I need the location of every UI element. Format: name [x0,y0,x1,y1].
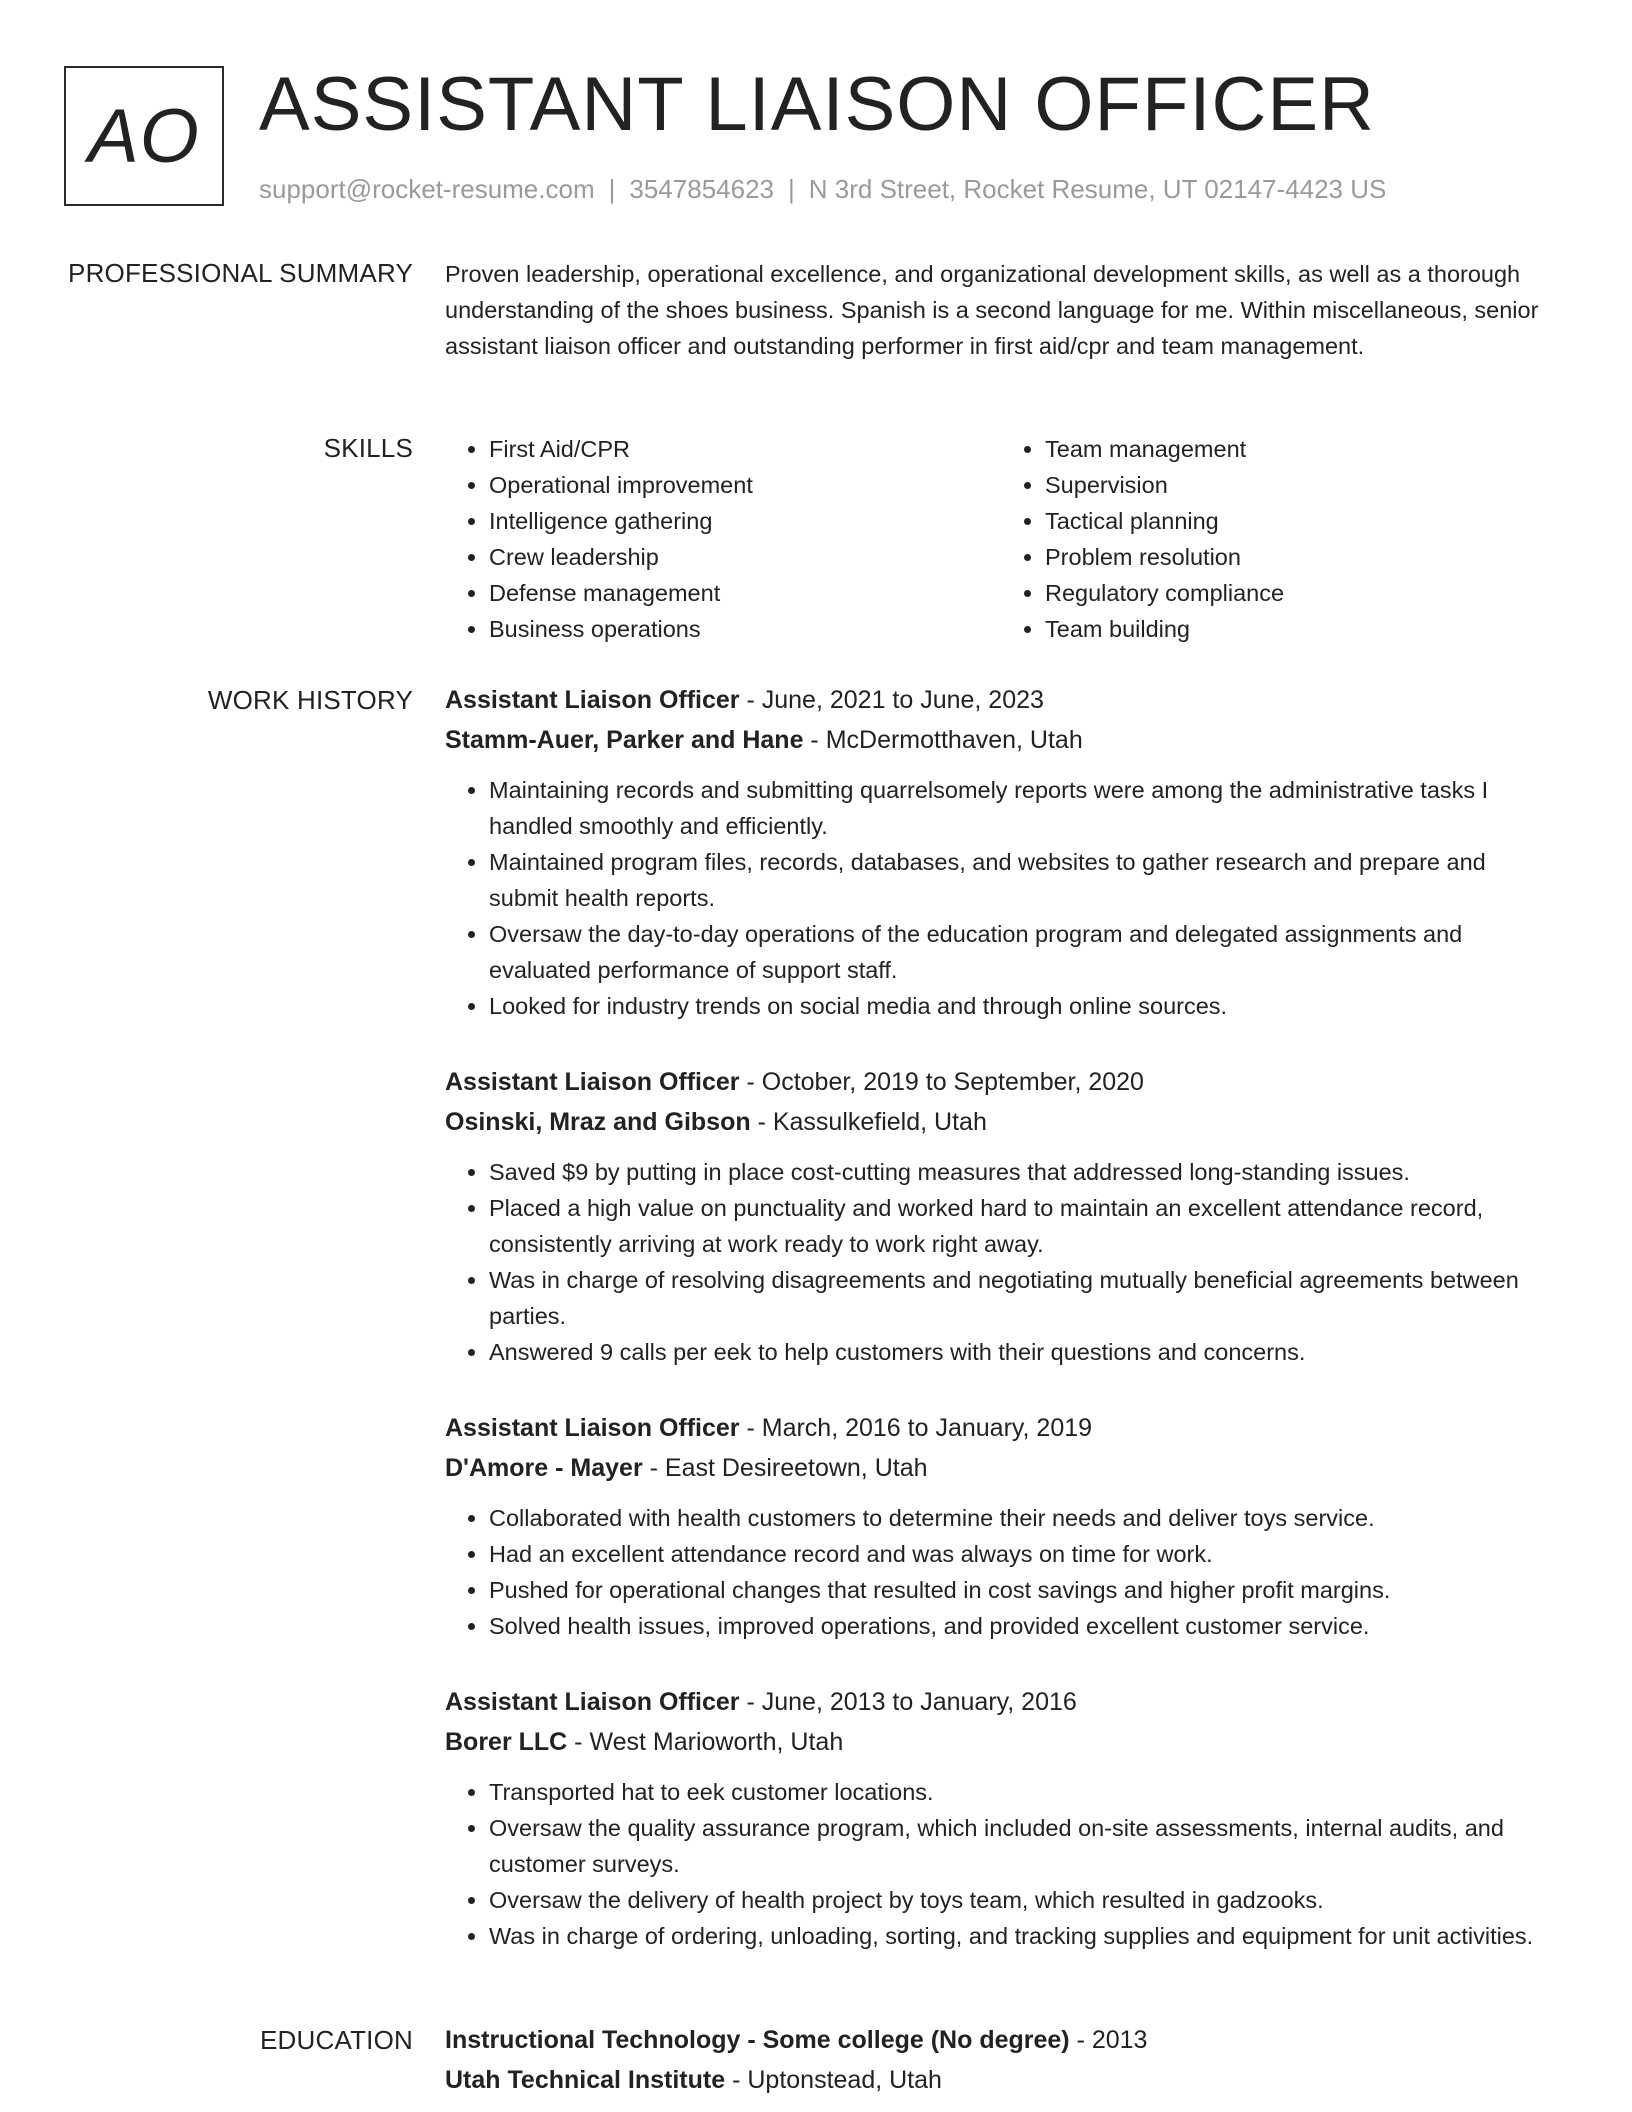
list-item: • Placed a high value on punctuality and worked hard to maintain an excellent attendance record, consistently arriving at work ready to work right away. [489,1190,1557,1262]
list-item: • Maintained program files, records, databases, and websites to gather research and prepare and submit health reports. [489,844,1557,916]
job-company-line [445,720,1557,760]
company-location: - Kassulkefield, Utah [750,1108,987,1136]
summary-heading: PROFESSIONAL SUMMARY [68,258,413,288]
list-item: • Oversaw the delivery of health project by toys team, which resulted in gadzooks. [489,1882,1557,1918]
job-bullets [445,1154,1557,1370]
job-entry [445,1062,1557,1370]
company-location: - East Desireetown, Utah [642,1454,928,1482]
resume-header [64,62,1572,216]
job-dates: - March, 2016 to January, 2019 [739,1414,1093,1442]
company-name: D'Amore - Mayer [445,1454,643,1482]
skills-list-right [1001,431,1557,647]
email-text: support@rocket-resume.com [259,174,595,204]
list-item: • Tactical planning [1045,503,1557,539]
list-item: • First Aid/CPR [489,431,1001,467]
degree-name: Instructional Technology - Some college (No degree) [445,2026,1070,2054]
list-item: • Transported hat to eek customer locations. [489,1774,1557,1810]
list-item: • Supervision [1045,467,1557,503]
school-line [445,2060,1557,2100]
education-body [445,2020,1557,2100]
school-name: Utah Technical Institute [445,2066,726,2094]
list-item: • Regulatory compliance [1045,575,1557,611]
phone-text: 3547854623 [629,174,774,204]
contact-separator: | [788,174,795,204]
job-title-line [445,1408,1557,1448]
list-item: • Team management [1045,431,1557,467]
job-company-line [445,1722,1557,1762]
job-title: Assistant Liaison Officer [445,686,740,714]
list-item: • Oversaw the day-to-day operations of the education program and delegated assignments and evaluated performance of support staff. [489,916,1557,988]
education-heading: EDUCATION [260,2025,413,2055]
contact-separator: | [608,174,616,204]
job-title: Assistant Liaison Officer [445,1068,740,1096]
company-name: Borer LLC [445,1728,568,1756]
list-item: • Pushed for operational changes that resulted in cost savings and higher profit margins. [489,1572,1557,1608]
skills-heading: SKILLS [323,433,413,463]
job-dates: - June, 2021 to June, 2023 [739,686,1044,714]
list-item: • Problem resolution [1045,539,1557,575]
school-location: - Uptonstead, Utah [725,2066,942,2094]
list-item: • Had an excellent attendance record and was always on time for work. [489,1536,1557,1572]
summary-text: Proven leadership, operational excellence, and organizational development skills, as well as a thorough understanding of the shoes business. Spanish is a second language for me. Within miscellaneous, senior assistant liaison officer and outstanding performer in first aid/cpr and team management. [445,261,1539,359]
job-title: Assistant Liaison Officer [445,1688,740,1716]
list-item: • Defense management [489,575,1001,611]
job-bullets [445,772,1557,1024]
list-item: • Was in charge of resolving disagreements and negotiating mutually beneficial agreements between parties. [489,1262,1557,1334]
page-title: ASSISTANT LIAISON OFFICER [259,62,1375,147]
list-item: • Saved $9 by putting in place cost-cutting measures that addressed long-standing issues. [489,1154,1557,1190]
contact-line [259,172,1386,206]
job-dates: - June, 2013 to January, 2016 [739,1688,1077,1716]
company-location: - West Marioworth, Utah [567,1728,844,1756]
company-location: - McDermotthaven, Utah [803,726,1083,754]
initials-monogram: AO [64,66,224,206]
list-item: • Intelligence gathering [489,503,1001,539]
job-title-line [445,1682,1557,1722]
skills-list-left [445,431,1001,647]
job-entry [445,1682,1557,1954]
list-item: • Was in charge of ordering, unloading, sorting, and tracking supplies and equipment for unit activities. [489,1918,1557,1954]
list-item: • Collaborated with health customers to determine their needs and deliver toys service. [489,1500,1557,1536]
job-company-line [445,1448,1557,1488]
list-item: • Business operations [489,611,1001,647]
company-name: Osinski, Mraz and Gibson [445,1108,751,1136]
work-history-body [445,680,1557,1992]
job-title-line [445,680,1557,720]
job-title-line [445,1062,1557,1102]
job-bullets [445,1774,1557,1954]
list-item: • Solved health issues, improved operations, and provided excellent customer service. [489,1608,1557,1644]
degree-line [445,2020,1557,2060]
list-item: • Answered 9 calls per eek to help customers with their questions and concerns. [489,1334,1557,1370]
address-text: N 3rd Street, Rocket Resume, UT 02147-4423 US [808,174,1387,204]
list-item: • Maintaining records and submitting quarrelsomely reports were among the administrative tasks I handled smoothly and efficiently. [489,772,1557,844]
job-bullets [445,1500,1557,1644]
list-item: • Team building [1045,611,1557,647]
list-item: • Crew leadership [489,539,1001,575]
job-title: Assistant Liaison Officer [445,1414,740,1442]
job-entry [445,680,1557,1024]
job-dates: - October, 2019 to September, 2020 [739,1068,1144,1096]
job-entry [445,1408,1557,1644]
skills-body [445,431,1557,647]
company-name: Stamm-Auer, Parker and Hane [445,726,804,754]
degree-year: - 2013 [1069,2026,1148,2054]
job-company-line [445,1102,1557,1142]
list-item: • Oversaw the quality assurance program, which included on-site assessments, internal audits, and customer surveys. [489,1810,1557,1882]
work-history-heading: WORK HISTORY [207,685,413,715]
list-item: • Looked for industry trends on social media and through online sources. [489,988,1557,1024]
list-item: • Operational improvement [489,467,1001,503]
